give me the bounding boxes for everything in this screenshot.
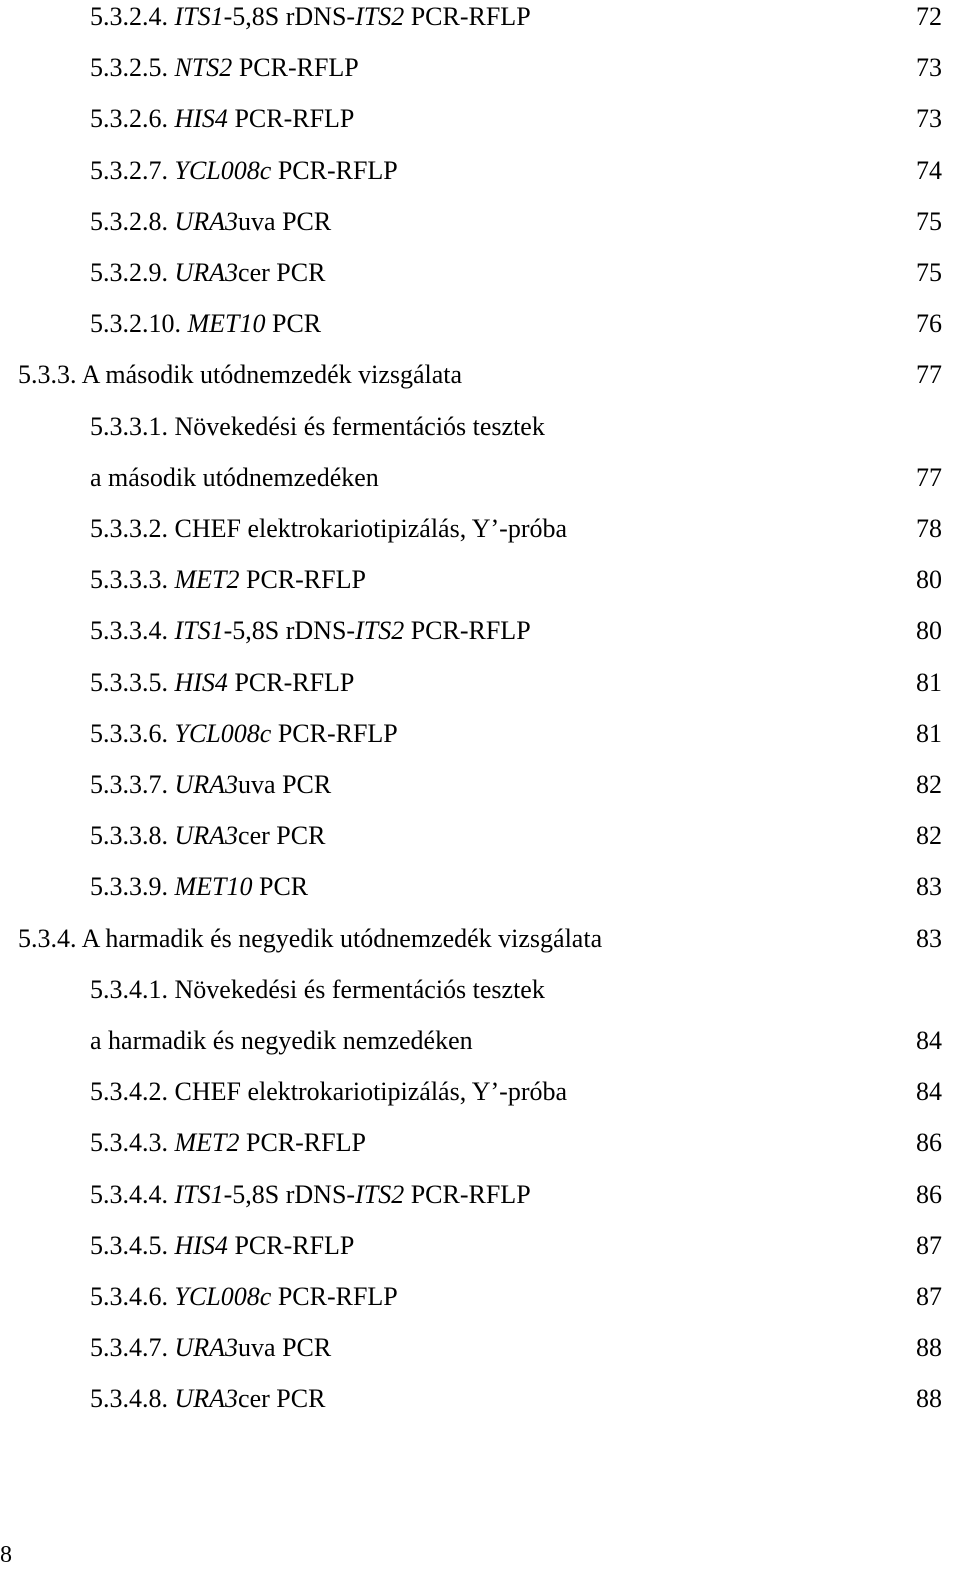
toc-entry-title: [90, 717, 398, 751]
toc-entry-page: 82: [916, 770, 942, 799]
toc-entry-title: [90, 1280, 398, 1314]
toc-entry-text: 5.3.4.3.: [90, 1128, 175, 1158]
toc-entry-page: 75: [916, 258, 942, 287]
toc-entry-text: PCR-RFLP: [271, 718, 398, 748]
toc-entry-text: PCR-RFLP: [227, 667, 355, 697]
toc-entry-text: 5.3.3.1. Növekedési és fermentációs tesztek: [90, 411, 545, 441]
toc-entry-title: [90, 410, 545, 444]
toc-entry-text: 5.3.4.5.: [90, 1230, 175, 1260]
toc-entry-page: 78: [916, 514, 942, 543]
toc-entry-page: 87: [916, 1282, 942, 1311]
toc-entry-text: uva PCR: [238, 1333, 332, 1363]
toc-entry-title: [18, 922, 602, 956]
toc-entry-page: 84: [916, 1077, 942, 1107]
toc-entry-text: 5.3.4.7.: [90, 1333, 175, 1363]
toc-entry: [0, 0, 960, 51]
toc-entry-gene-name: YCL008c: [174, 155, 272, 185]
toc-entry-title: [18, 358, 462, 392]
toc-entry: [0, 563, 960, 614]
toc-entry-gene-name: HIS4: [174, 104, 228, 134]
toc-entry-title: [90, 205, 331, 239]
toc-entry-text: cer PCR: [238, 1384, 326, 1414]
toc-entry-gene-name: HIS4: [174, 1230, 228, 1260]
toc-entry-title: [90, 307, 321, 341]
toc-entry-text: PCR-RFLP: [271, 155, 398, 185]
toc-entry-page: 87: [916, 1230, 942, 1260]
toc-entry-gene-name: URA3: [174, 821, 239, 851]
toc-entry-gene-name: ITS1: [174, 2, 224, 31]
toc-entry-page: 73: [916, 53, 942, 83]
toc-entry-text: cer PCR: [238, 258, 326, 287]
toc-entry-title: [90, 51, 359, 85]
toc-entry-title: [90, 1229, 354, 1263]
toc-entry: [0, 819, 960, 870]
toc-entry-title: [90, 614, 531, 648]
toc-entry: [0, 1024, 960, 1075]
toc-entry: [0, 1331, 960, 1382]
toc-entry-gene-name: ITS2: [355, 2, 405, 31]
toc-entry-page: 86: [916, 1179, 942, 1209]
toc-entry: [0, 1178, 960, 1229]
toc-entry-page: 86: [916, 1128, 942, 1158]
toc-entry-text: 5.3.3.8.: [90, 821, 175, 851]
toc-entry: [0, 922, 960, 973]
toc-entry-text: 5.3.2.9.: [90, 258, 175, 287]
toc-entry-title: [90, 512, 567, 546]
toc-entry-text: PCR: [265, 309, 322, 339]
toc-entry-title: [90, 1331, 331, 1365]
toc-entry-gene-name: YCL008c: [174, 718, 272, 748]
toc-entry-gene-name: URA3: [174, 1333, 239, 1363]
toc-entry-page: 77: [916, 360, 942, 390]
toc-entry-text: 5.3.4.6.: [90, 1282, 175, 1311]
toc-entry: [0, 717, 960, 768]
toc-entry-text: uva PCR: [238, 770, 332, 799]
toc-entry-title: [90, 870, 308, 904]
toc-entry-text: 5.3.4. A harmadik és negyedik utódnemzedék vizsgálata: [18, 923, 603, 953]
toc-entry-text: 5.3.3.6.: [90, 718, 175, 748]
toc-entry: [0, 102, 960, 153]
toc-entry: [0, 1229, 960, 1280]
toc-entry-page: 75: [916, 206, 942, 236]
toc-entry-text: 5.3.2.10.: [90, 309, 188, 339]
toc-entry-gene-name: MET2: [174, 1128, 240, 1158]
toc-entry-page: 88: [916, 1384, 942, 1414]
toc-entry-text: 5.3.2.7.: [90, 155, 175, 185]
toc-entry-gene-name: URA3: [174, 258, 239, 287]
page-number: 8: [0, 1542, 12, 1568]
toc-entry-title: [90, 1382, 325, 1416]
toc-entry-text: 5.3.3. A második utódnemzedék vizsgálata: [18, 360, 463, 390]
toc-entry-text: 5.3.2.4.: [90, 2, 175, 31]
toc-entry-text: 5.3.2.5.: [90, 53, 175, 83]
toc-entry-text: 5.3.4.2. CHEF elektrokariotipizálás, Y’-próba: [90, 1077, 568, 1107]
toc-entry-page: 72: [916, 2, 942, 31]
toc-entry-gene-name: NTS2: [174, 53, 233, 83]
toc-entry-gene-name: URA3: [174, 1384, 239, 1414]
toc-entry: [0, 973, 960, 1024]
toc-entry-text: cer PCR: [238, 821, 326, 851]
toc-entry-title: [90, 102, 354, 136]
toc-entry-page: 81: [916, 667, 942, 697]
toc-entry-title: [90, 819, 325, 853]
toc-entry-text: -5,8S rDNS-: [223, 2, 356, 31]
toc-entry-page: 73: [916, 104, 942, 134]
toc-entry-page: 76: [916, 309, 942, 339]
toc-entry-title: [90, 1178, 531, 1212]
toc-entry-page: 83: [916, 923, 942, 953]
toc-entry: [0, 154, 960, 205]
toc-entry-text: 5.3.3.7.: [90, 770, 175, 799]
toc-entry: [0, 1126, 960, 1177]
toc-entry-text: 5.3.3.4.: [90, 616, 175, 646]
toc-entry: [0, 410, 960, 461]
toc-entry-text: a második utódnemzedéken: [90, 462, 379, 492]
toc-entry-text: 5.3.3.3.: [90, 565, 175, 595]
toc-entry-text: 5.3.4.8.: [90, 1384, 175, 1414]
toc-entry-page: 83: [916, 872, 942, 902]
toc-entry-page: 88: [916, 1333, 942, 1363]
toc-entry-gene-name: URA3: [174, 770, 239, 799]
toc-entry-title: [90, 154, 398, 188]
toc-entry-gene-name: URA3: [174, 206, 239, 236]
toc-entry-gene-name: YCL008c: [174, 1282, 272, 1311]
toc-entry-title: [90, 256, 325, 290]
toc-entry-title: [90, 1024, 473, 1058]
toc-entry-text: 5.3.2.8.: [90, 206, 175, 236]
toc-entry-text: 5.3.3.5.: [90, 667, 175, 697]
toc-entry: [0, 51, 960, 102]
toc-entry-title: [90, 666, 354, 700]
toc-entry: [0, 666, 960, 717]
toc-entry-text: 5.3.3.9.: [90, 872, 175, 902]
toc-entry: [0, 512, 960, 563]
toc-entry: [0, 205, 960, 256]
toc-entry-page: 77: [916, 462, 942, 492]
toc-entry-gene-name: ITS1: [174, 1179, 224, 1209]
toc-entry-gene-name: HIS4: [174, 667, 228, 697]
toc-entry-page: 81: [916, 718, 942, 748]
toc-entry-page: 80: [916, 616, 942, 646]
toc-entry-page: 84: [916, 1026, 942, 1055]
toc-entry-text: 5.3.3.2. CHEF elektrokariotipizálás, Y’-próba: [90, 514, 568, 543]
toc-entry: [0, 1075, 960, 1126]
toc-entry-page: 74: [916, 155, 942, 185]
toc-entry-title: [90, 973, 545, 1007]
toc-entry-text: PCR: [252, 872, 309, 902]
toc-entry-gene-name: ITS2: [355, 616, 405, 646]
toc-entry-text: PCR-RFLP: [404, 1179, 531, 1209]
toc-entry-text: -5,8S rDNS-: [223, 616, 356, 646]
toc-entry: [0, 358, 960, 409]
toc-entry: [0, 1280, 960, 1331]
toc-entry: [0, 461, 960, 512]
toc-entry-gene-name: MET10: [174, 872, 253, 902]
toc-entry-title: [90, 1126, 366, 1160]
toc-entry-gene-name: ITS2: [355, 1179, 405, 1209]
toc-entry-text: PCR-RFLP: [404, 616, 531, 646]
toc-entry: [0, 870, 960, 921]
toc-entry-text: PCR-RFLP: [232, 53, 359, 83]
toc-entry-text: PCR-RFLP: [227, 1230, 355, 1260]
toc-entry-title: [90, 768, 331, 802]
toc-entry-text: PCR-RFLP: [227, 104, 355, 134]
toc-entry-text: PCR-RFLP: [239, 1128, 366, 1158]
toc-entry: [0, 768, 960, 819]
toc-entry-gene-name: MET2: [174, 565, 240, 595]
toc-entry-text: -5,8S rDNS-: [223, 1179, 356, 1209]
toc-entry-title: [90, 461, 379, 495]
toc-entry-text: PCR-RFLP: [271, 1282, 398, 1311]
toc-entry: [0, 256, 960, 307]
toc-entry-text: 5.3.2.6.: [90, 104, 175, 134]
toc-entry-gene-name: MET10: [187, 309, 266, 339]
toc-entry: [0, 307, 960, 358]
toc-entry-title: [90, 0, 531, 34]
toc-entry-title: [90, 563, 366, 597]
toc-entry-text: uva PCR: [238, 206, 332, 236]
toc-entry-text: PCR-RFLP: [404, 2, 531, 31]
toc-entry: [0, 614, 960, 665]
toc-entry-text: a harmadik és negyedik nemzedéken: [90, 1026, 473, 1055]
toc-entry-page: 82: [916, 821, 942, 851]
toc-entry-text: 5.3.4.4.: [90, 1179, 175, 1209]
toc-entry-gene-name: ITS1: [174, 616, 224, 646]
toc-entry-title: [90, 1075, 567, 1109]
toc-entry-text: PCR-RFLP: [239, 565, 366, 595]
toc-entry-page: 80: [916, 565, 942, 595]
toc-entry-text: 5.3.4.1. Növekedési és fermentációs tesztek: [90, 974, 545, 1004]
toc-entry: [0, 1382, 960, 1433]
